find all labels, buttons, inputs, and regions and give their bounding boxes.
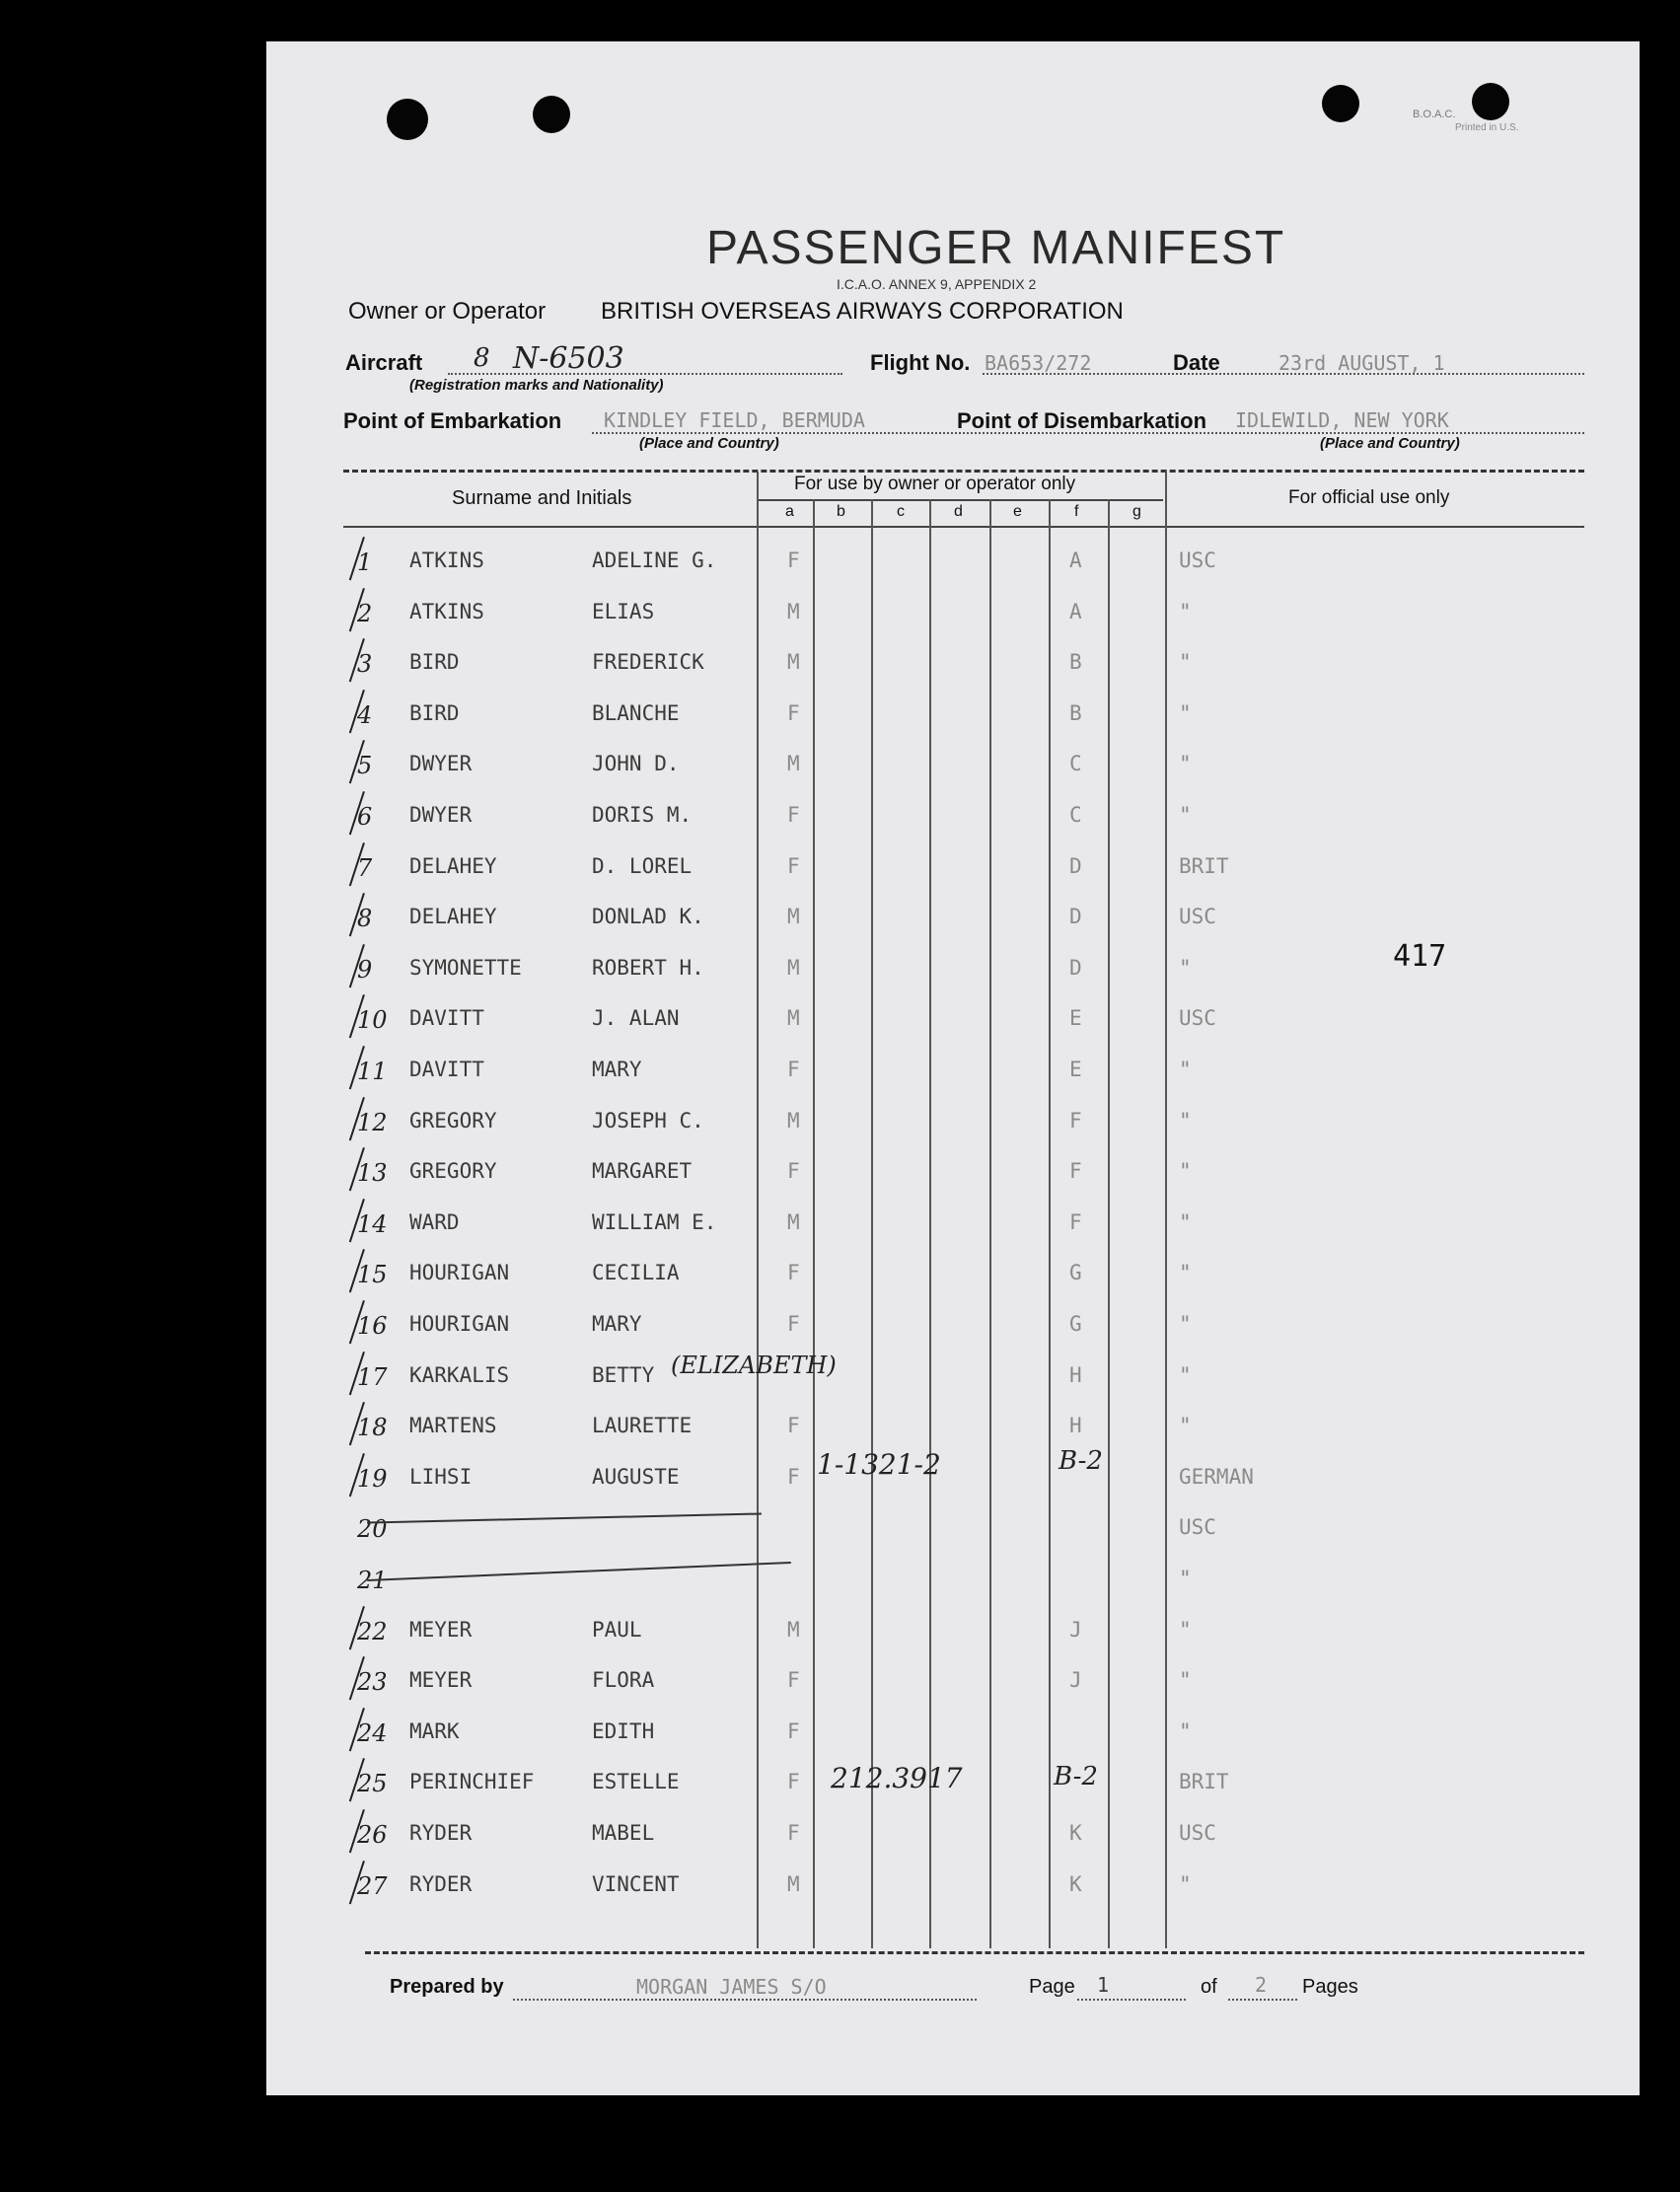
initials-cell: BETTY xyxy=(592,1362,655,1387)
initials-cell: MARY xyxy=(592,1058,642,1081)
official-cell: " xyxy=(1179,1058,1192,1081)
initials-cell: MARY xyxy=(592,1312,642,1336)
annotation-row25: 212.3917 xyxy=(831,1762,963,1794)
official-cell: " xyxy=(1179,1209,1192,1234)
table-row xyxy=(0,692,1680,742)
official-cell: GERMAN xyxy=(1179,1464,1254,1489)
row-number: 12 xyxy=(357,1108,388,1136)
row-number: 5 xyxy=(357,752,373,780)
total-pages-value: 2 xyxy=(1255,1973,1268,1997)
col-header-name: Surname and Initials xyxy=(452,487,632,509)
initials-cell: FLORA xyxy=(592,1668,655,1693)
table-row xyxy=(0,793,1680,843)
row-number: 14 xyxy=(357,1209,388,1238)
aircraft-prefix: 8 xyxy=(474,343,490,373)
total-underline xyxy=(1228,1999,1297,2001)
sex-cell: M xyxy=(787,905,800,929)
official-cell: BRIT xyxy=(1179,1770,1229,1794)
row-number: 9 xyxy=(357,955,373,984)
initials-cell: ROBERT H. xyxy=(592,955,704,980)
sex-cell: M xyxy=(787,752,800,776)
surname-cell: MARTENS xyxy=(409,1414,497,1438)
official-cell: USC xyxy=(1179,1821,1216,1845)
flight-date-underline xyxy=(983,373,1584,375)
group-cell: J xyxy=(1069,1668,1082,1693)
row-number: 2 xyxy=(357,599,373,627)
flight-value: BA653/272 xyxy=(985,351,1092,375)
sex-cell: M xyxy=(787,1617,800,1642)
surname-cell: DWYER xyxy=(409,803,473,827)
table-bottom-rule xyxy=(365,1951,1584,1954)
table-row xyxy=(0,1811,1680,1862)
annotation-row25-b: B-2 xyxy=(1054,1762,1098,1791)
sex-cell: M xyxy=(787,599,800,623)
group-cell: C xyxy=(1069,752,1082,776)
group-cell: F xyxy=(1069,1108,1082,1133)
surname-cell: LIHSI xyxy=(409,1464,473,1489)
official-cell: " xyxy=(1179,599,1192,623)
official-cell: " xyxy=(1179,1312,1192,1336)
table-row xyxy=(0,1048,1680,1098)
sex-cell: M xyxy=(787,955,800,980)
row-number: 16 xyxy=(357,1312,388,1340)
row-number: 15 xyxy=(357,1261,388,1289)
group-cell: K xyxy=(1069,1871,1082,1896)
pages-label: Pages xyxy=(1302,1976,1358,1998)
row-number: 19 xyxy=(357,1464,388,1493)
table-top-rule xyxy=(343,470,1584,473)
official-cell: " xyxy=(1179,700,1192,725)
table-row xyxy=(0,844,1680,895)
group-cell: C xyxy=(1069,803,1082,827)
row-number: 17 xyxy=(357,1362,388,1391)
subcol-f: f xyxy=(1074,503,1079,520)
surname-cell: DWYER xyxy=(409,752,473,776)
table-row xyxy=(0,640,1680,691)
official-cell: " xyxy=(1179,1871,1192,1896)
sex-cell: F xyxy=(787,1312,800,1336)
sex-cell: F xyxy=(787,1414,800,1438)
row-number: 10 xyxy=(357,1006,388,1035)
row-number: 13 xyxy=(357,1159,388,1188)
group-cell: G xyxy=(1069,1312,1082,1336)
aircraft-note: (Registration marks and Nationality) xyxy=(409,377,664,394)
table-row xyxy=(0,1201,1680,1251)
annotation-row17: (ELIZABETH) xyxy=(671,1352,837,1379)
group-cell: F xyxy=(1069,1159,1082,1184)
sex-cell: M xyxy=(787,1006,800,1031)
surname-cell: SYMONETTE xyxy=(409,955,522,980)
disembarkation-label: Point of Disembarkation xyxy=(957,408,1207,433)
page-title: PASSENGER MANIFEST xyxy=(706,222,1286,274)
surname-cell: HOURIGAN xyxy=(409,1261,510,1285)
sex-cell: F xyxy=(787,1770,800,1794)
initials-cell: DORIS M. xyxy=(592,803,693,827)
surname-cell: BIRD xyxy=(409,650,460,675)
col-header-operator: For use by owner or operator only xyxy=(794,474,1076,494)
form-printed-note: Printed in U.S. xyxy=(1455,122,1519,133)
group-cell: D xyxy=(1069,905,1082,929)
group-cell: E xyxy=(1069,1006,1082,1031)
col-header-official: For official use only xyxy=(1288,487,1450,508)
initials-cell: BLANCHE xyxy=(592,700,680,725)
row-number: 18 xyxy=(357,1414,388,1442)
prepared-value: MORGAN JAMES S/O xyxy=(636,1975,827,1999)
prepared-label: Prepared by xyxy=(390,1976,504,1998)
annotation-row19: 1-1321-2 xyxy=(817,1448,941,1481)
table-row xyxy=(0,895,1680,945)
group-cell: D xyxy=(1069,853,1082,878)
disembarkation-value: IDLEWILD, NEW YORK xyxy=(1235,408,1449,432)
official-cell: BRIT xyxy=(1179,853,1229,878)
owner-label: Owner or Operator xyxy=(348,298,547,325)
surname-cell: GREGORY xyxy=(409,1159,497,1184)
sex-cell: F xyxy=(787,1159,800,1184)
row-number: 7 xyxy=(357,853,373,882)
stamp-number: 417 xyxy=(1393,939,1447,974)
table-row xyxy=(0,1251,1680,1301)
group-cell: F xyxy=(1069,1209,1082,1234)
table-row xyxy=(0,1863,1680,1913)
surname-cell: DAVITT xyxy=(409,1006,484,1031)
row-number: 22 xyxy=(357,1617,388,1645)
surname-cell: KARKALIS xyxy=(409,1362,510,1387)
subcol-c: c xyxy=(897,503,905,520)
official-cell: " xyxy=(1179,1617,1192,1642)
official-cell: " xyxy=(1179,1261,1192,1285)
sex-cell: F xyxy=(787,1718,800,1743)
surname-cell: RYDER xyxy=(409,1871,473,1896)
initials-cell: ESTELLE xyxy=(592,1770,680,1794)
sex-cell: M xyxy=(787,650,800,675)
table-row xyxy=(0,1557,1680,1607)
official-cell: USC xyxy=(1179,1006,1216,1031)
official-cell: USC xyxy=(1179,548,1216,572)
date-label: Date xyxy=(1173,350,1220,375)
official-cell: " xyxy=(1179,955,1192,980)
table-row xyxy=(0,1505,1680,1556)
annotation-row19-b: B-2 xyxy=(1059,1446,1103,1476)
table-row xyxy=(0,1099,1680,1149)
row-number: 3 xyxy=(357,650,373,679)
initials-cell: AUGUSTE xyxy=(592,1464,680,1489)
sex-cell: F xyxy=(787,1058,800,1081)
surname-cell: MARK xyxy=(409,1718,460,1743)
embarkation-note: (Place and Country) xyxy=(639,435,779,452)
subcol-top-rule xyxy=(757,499,1163,501)
initials-cell: ELIAS xyxy=(592,599,655,623)
page-value: 1 xyxy=(1097,1973,1110,1997)
initials-cell: JOHN D. xyxy=(592,752,680,776)
punch-hole-left-2 xyxy=(533,96,570,133)
sex-cell: F xyxy=(787,1261,800,1285)
owner-value: BRITISH OVERSEAS AIRWAYS CORPORATION xyxy=(601,298,1124,325)
row-number: 24 xyxy=(357,1718,388,1747)
surname-cell: WARD xyxy=(409,1209,460,1234)
embarkation-underline xyxy=(592,432,1584,434)
official-cell: " xyxy=(1179,1108,1192,1133)
prepared-underline xyxy=(513,1999,977,2001)
of-label: of xyxy=(1201,1976,1217,1998)
initials-cell: DONLAD K. xyxy=(592,905,704,929)
surname-cell: ATKINS xyxy=(409,548,484,572)
punch-hole-left-1 xyxy=(387,99,428,140)
surname-cell: DAVITT xyxy=(409,1058,484,1081)
initials-cell: J. ALAN xyxy=(592,1006,680,1031)
official-cell: " xyxy=(1179,1159,1192,1184)
group-cell: H xyxy=(1069,1362,1082,1387)
embarkation-value: KINDLEY FIELD, BERMUDA xyxy=(604,408,865,432)
surname-cell: MEYER xyxy=(409,1668,473,1693)
page-label: Page xyxy=(1029,1976,1075,1998)
row-number: 20 xyxy=(357,1515,388,1544)
official-cell: USC xyxy=(1179,1515,1216,1540)
group-cell: B xyxy=(1069,650,1082,675)
page-underline xyxy=(1077,1999,1186,2001)
sex-cell: F xyxy=(787,548,800,572)
initials-cell: EDITH xyxy=(592,1718,655,1743)
table-row xyxy=(0,996,1680,1047)
sex-cell: M xyxy=(787,1108,800,1133)
embarkation-label: Point of Embarkation xyxy=(343,408,562,433)
row-number: 23 xyxy=(357,1668,388,1697)
group-cell: K xyxy=(1069,1821,1082,1845)
surname-cell: BIRD xyxy=(409,700,460,725)
page-subtitle: I.C.A.O. ANNEX 9, APPENDIX 2 xyxy=(837,276,1037,292)
group-cell: J xyxy=(1069,1617,1082,1642)
group-cell: G xyxy=(1069,1261,1082,1285)
initials-cell: PAUL xyxy=(592,1617,642,1642)
flight-label: Flight No. xyxy=(870,350,971,375)
table-row xyxy=(0,1302,1680,1352)
row-number: 26 xyxy=(357,1821,388,1849)
disembarkation-note: (Place and Country) xyxy=(1320,435,1460,452)
surname-cell: GREGORY xyxy=(409,1108,497,1133)
subcol-e: e xyxy=(1013,503,1022,520)
aircraft-label: Aircraft xyxy=(345,350,423,375)
aircraft-underline xyxy=(448,373,842,375)
sex-cell: F xyxy=(787,1668,800,1693)
table-row xyxy=(0,1608,1680,1658)
subcol-bottom-rule xyxy=(343,526,1584,528)
table-row xyxy=(0,1353,1680,1404)
table-row xyxy=(0,590,1680,640)
sex-cell: F xyxy=(787,700,800,725)
row-number: 25 xyxy=(357,1770,388,1798)
official-cell: " xyxy=(1179,803,1192,827)
aircraft-value: N-6503 xyxy=(513,341,624,376)
table-row xyxy=(0,1710,1680,1760)
subcol-b: b xyxy=(837,503,845,520)
row-number: 1 xyxy=(357,548,373,576)
row-number: 4 xyxy=(357,700,373,729)
date-value: 23rd AUGUST, 1 xyxy=(1278,351,1445,375)
initials-cell: CECILIA xyxy=(592,1261,680,1285)
official-cell: " xyxy=(1179,752,1192,776)
group-cell: B xyxy=(1069,700,1082,725)
group-cell: A xyxy=(1069,599,1082,623)
initials-cell: JOSEPH C. xyxy=(592,1108,704,1133)
initials-cell: ADELINE G. xyxy=(592,548,717,572)
group-cell: D xyxy=(1069,955,1082,980)
row-number: 21 xyxy=(357,1567,388,1594)
table-row xyxy=(0,539,1680,589)
surname-cell: DELAHEY xyxy=(409,905,497,929)
official-cell: " xyxy=(1179,1567,1192,1590)
subcol-d: d xyxy=(954,503,963,520)
initials-cell: MARGARET xyxy=(592,1159,693,1184)
sex-cell: M xyxy=(787,1209,800,1234)
official-cell: " xyxy=(1179,1362,1192,1387)
official-cell: " xyxy=(1179,1718,1192,1743)
subcol-a: a xyxy=(785,503,794,520)
surname-cell: ATKINS xyxy=(409,599,484,623)
official-cell: " xyxy=(1179,650,1192,675)
initials-cell: MABEL xyxy=(592,1821,655,1845)
row-number: 8 xyxy=(357,905,373,933)
initials-cell: LAURETTE xyxy=(592,1414,693,1438)
row-number: 11 xyxy=(357,1058,388,1085)
punch-hole-right-2 xyxy=(1472,83,1509,120)
surname-cell: DELAHEY xyxy=(409,853,497,878)
initials-cell: FREDERICK xyxy=(592,650,704,675)
sex-cell: F xyxy=(787,853,800,878)
row-number: 6 xyxy=(357,803,373,831)
surname-cell: RYDER xyxy=(409,1821,473,1845)
table-row xyxy=(0,1404,1680,1454)
subcol-g: g xyxy=(1132,503,1141,520)
surname-cell: HOURIGAN xyxy=(409,1312,510,1336)
group-cell: A xyxy=(1069,548,1082,572)
initials-cell: D. LOREL xyxy=(592,853,693,878)
punch-hole-right-1 xyxy=(1322,85,1359,122)
initials-cell: WILLIAM E. xyxy=(592,1209,717,1234)
group-cell: E xyxy=(1069,1058,1082,1081)
row-number: 27 xyxy=(357,1871,388,1900)
initials-cell: VINCENT xyxy=(592,1871,680,1896)
surname-cell: MEYER xyxy=(409,1617,473,1642)
sex-cell: F xyxy=(787,1464,800,1489)
table-row xyxy=(0,742,1680,792)
official-cell: USC xyxy=(1179,905,1216,929)
form-code: B.O.A.C. xyxy=(1413,109,1456,120)
sex-cell: F xyxy=(787,1821,800,1845)
official-cell: " xyxy=(1179,1414,1192,1438)
table-row xyxy=(0,1658,1680,1709)
sex-cell: M xyxy=(787,1871,800,1896)
surname-cell: PERINCHIEF xyxy=(409,1770,535,1794)
table-row xyxy=(0,1149,1680,1200)
sex-cell: F xyxy=(787,803,800,827)
official-cell: " xyxy=(1179,1668,1192,1693)
group-cell: H xyxy=(1069,1414,1082,1438)
